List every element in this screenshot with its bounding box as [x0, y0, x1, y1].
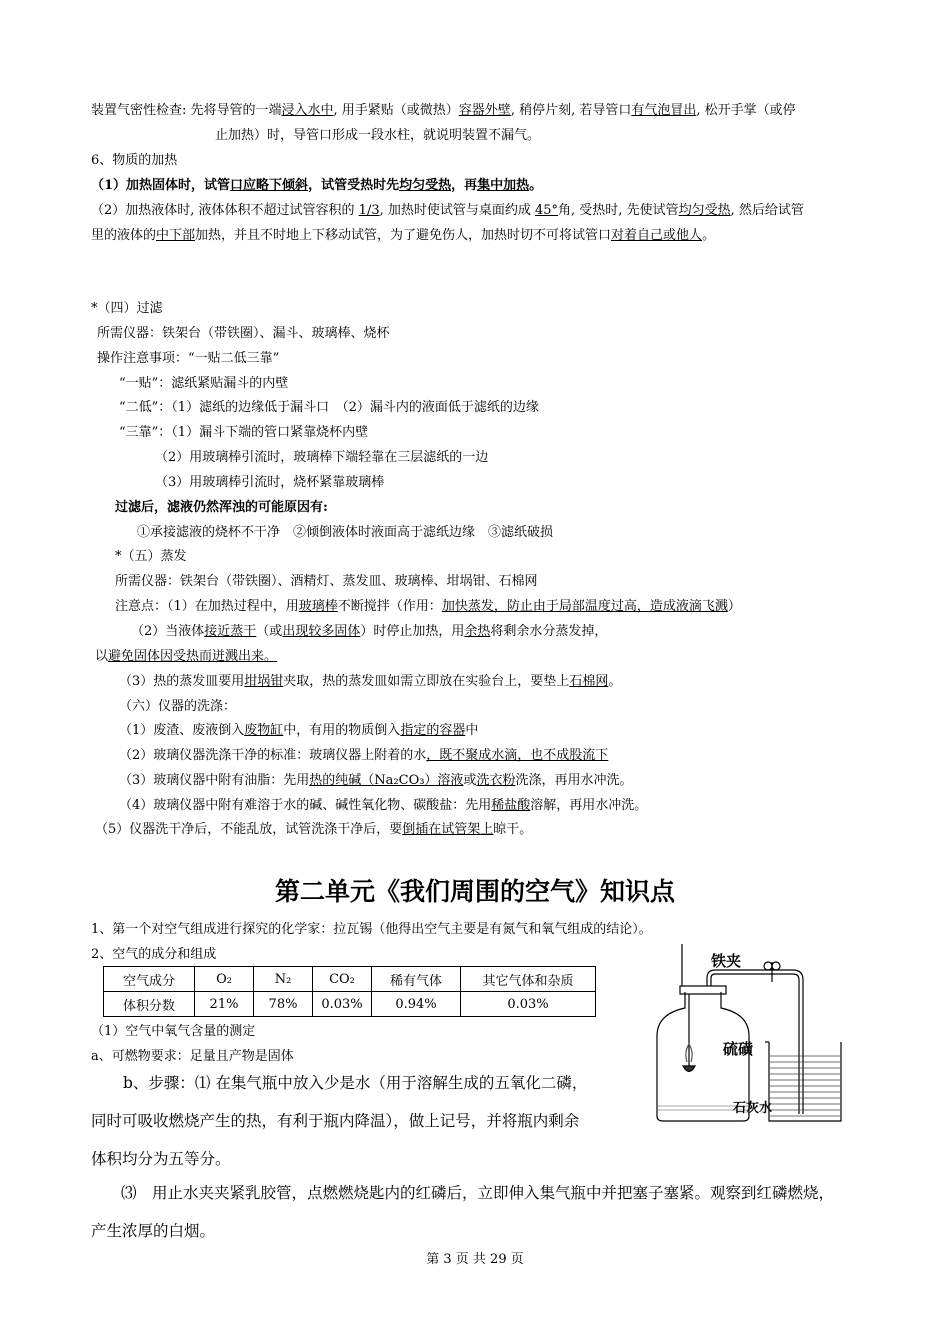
stopper	[680, 986, 726, 994]
label-limewater: 石灰水	[733, 1101, 773, 1116]
text: 。	[608, 674, 622, 689]
text: ，既不聚成水滴，也不成股流下	[426, 748, 609, 763]
unit2-p7: 体积均分为五等分。	[91, 1150, 231, 1168]
text: 中下部	[156, 228, 196, 243]
heat-liquid-2	[91, 226, 715, 246]
text: 洗涤，再用水冲洗。	[515, 773, 633, 788]
text: 对着自己或他人	[611, 228, 703, 243]
table-cell: O₂	[195, 967, 254, 992]
text: 坩埚钳	[244, 674, 284, 689]
table-cell: 稀有气体	[372, 967, 461, 992]
evap-tools: 所需仪器：铁架台（带铁圈）、酒精灯、蒸发皿、玻璃棒、坩埚钳、石棉网	[115, 574, 538, 589]
filter-causes: ①承接滤液的烧杯不干净 ②倾倒液体时液面高于滤纸边缘 ③滤纸破损	[137, 525, 554, 540]
delivery-tube	[707, 970, 803, 1114]
filter-tools: 所需仪器：铁架台（带铁圈）、漏斗、玻璃棒、烧杯	[97, 326, 390, 341]
text: 。	[702, 228, 716, 243]
heat-solid	[91, 176, 542, 196]
evap-note-3	[119, 672, 621, 692]
table-cell: 78%	[254, 992, 313, 1017]
text: , 加热时使试管与桌面约成	[379, 203, 535, 218]
heat-title: 6、物质的加热	[91, 153, 178, 168]
heat-liquid-1	[91, 201, 804, 221]
unit2-p6: 同时可吸收燃烧产生的热，有利于瓶内降温），做上记号，并将瓶内剩余	[91, 1112, 580, 1130]
text: 或	[463, 773, 477, 788]
text: ）	[727, 599, 741, 614]
spoon-bowl	[683, 1066, 695, 1072]
text: 以	[95, 649, 109, 664]
text: 装置气密性检查: 先将导管的一端	[91, 103, 282, 118]
text: （4）玻璃仪器中附有难溶于水的碱、碱性氧化物、碳酸盐：先用	[119, 798, 492, 813]
text: （5）仪器洗干净后，不能乱放，试管洗涤干净后，要	[95, 822, 403, 837]
evap-note-1	[115, 597, 741, 617]
text: 浸入水中	[281, 103, 334, 118]
text: （3）玻璃仪器中附有油脂：先用	[119, 773, 310, 788]
seal-check-line2: 止加热）时，导管口形成一段水柱，就说明装置不漏气。	[215, 128, 541, 143]
text: 稀盐酸	[491, 798, 531, 813]
wash-4	[119, 796, 647, 816]
text: 倒插在试管架上	[402, 822, 494, 837]
text: 45°	[535, 203, 559, 218]
wash-1	[119, 721, 478, 741]
text: 集中加热	[477, 178, 530, 193]
text: ，再	[451, 178, 478, 193]
text: 废物缸	[244, 723, 284, 738]
text: 出现较多固体	[282, 624, 361, 639]
text: 石棉网	[569, 674, 609, 689]
filter-notes: 操作注意事项：“一贴二低三靠”	[97, 351, 280, 366]
evap-title: *（五）蒸发	[115, 549, 187, 564]
text: 玻璃棒	[298, 599, 338, 614]
wash-2	[119, 746, 608, 766]
text: 余热	[464, 624, 491, 639]
page-footer: 第 3 页 共 29 页	[426, 1252, 524, 1267]
text: 中	[465, 723, 479, 738]
unit-title: 第二单元《我们周围的空气》知识点	[274, 877, 675, 906]
evap-note-2b	[95, 647, 277, 667]
table-cell: 0.03%	[461, 992, 596, 1017]
text: 有气泡冒出	[631, 103, 697, 118]
unit2-p4: a、可燃物要求：足量且产物是固体	[91, 1049, 294, 1064]
filter-title: *（四）过滤	[91, 301, 163, 316]
text: （2）加热液体时, 液体体积不超过试管容积的	[91, 203, 359, 218]
text: , 然后给试管	[730, 203, 804, 218]
unit2-p8: ⑶ 用止水夹夹紧乳胶管，点燃燃烧匙内的红磷后，立即伸入集气瓶中并把塞子塞紧。观察到红磷燃烧，	[121, 1184, 835, 1202]
limewater-liquid	[770, 1056, 840, 1116]
text: ）时停止加热，用	[360, 624, 465, 639]
filter-lean-2: （2）用玻璃棒引流时，玻璃棒下端轻靠在三层滤纸的一边	[155, 450, 489, 465]
table-cell: 空气成分	[104, 967, 195, 992]
text: 洗衣粉	[476, 773, 516, 788]
table-cell: 21%	[195, 992, 254, 1017]
table-cell: N₂	[254, 967, 313, 992]
table-cell: 其它气体和杂质	[461, 967, 596, 992]
table-row	[104, 992, 596, 1017]
beaker	[769, 1042, 841, 1121]
filter-low: “二低”：（1）滤纸的边缘低于漏斗口 （2）漏斗内的液面低于滤纸的边缘	[119, 400, 539, 415]
text: 不断搅拌（作用：	[337, 599, 442, 614]
text: （1）加热固体时，试管	[91, 178, 231, 193]
filter-lean-3: （3）用玻璃棒引流时，烧杯紧靠玻璃棒	[155, 475, 385, 490]
filter-cause-title: 过滤后，滤液仍然浑浊的可能原因有:	[115, 500, 328, 515]
text: 中，有用的物质倒入	[283, 723, 401, 738]
unit2-p5: b、步骤：⑴ 在集气瓶中放入少是水（用于溶解生成的五氧化二磷，	[123, 1074, 588, 1092]
text: , 用手紧贴（或微热）	[333, 103, 459, 118]
text: 均匀受热	[678, 203, 731, 218]
table-cell: 0.94%	[372, 992, 461, 1017]
table-cell: CO₂	[313, 967, 372, 992]
text: 夹取，热的蒸发皿如需立即放在实验台上，要垫上	[283, 674, 570, 689]
unit2-p9: 产生浓厚的白烟。	[91, 1222, 216, 1240]
text: 晾干。	[493, 822, 533, 837]
unit2-p1: 1、第一个对空气组成进行探究的化学家：拉瓦锡（他得出空气主要是有氮气和氧气组成的结论）。	[91, 922, 652, 937]
text: 溶解，再用水冲洗。	[530, 798, 648, 813]
text: 角, 受热时, 先使试管	[558, 203, 679, 218]
label-sulfur: 硫磺	[723, 1040, 754, 1058]
text: 加热，并且不时地上下移动试管，为了避免伤人，加热时切不可将试管口	[195, 228, 612, 243]
label-clamp: 铁夹	[711, 952, 742, 970]
text: 接近蒸干	[204, 624, 257, 639]
text: , 松开手掌（或停	[696, 103, 796, 118]
text: 容器外壁	[458, 103, 511, 118]
text: 注意点：（1）在加热过程中，用	[115, 599, 299, 614]
text: 避免固体因受热而迸溅出来。	[108, 649, 278, 664]
text: 口应略下倾斜	[230, 178, 309, 193]
filter-lean-1: “三靠”：（1）漏斗下端的管口紧靠烧杯内壁	[119, 425, 369, 440]
seal-check-line1	[91, 101, 796, 121]
air-composition-table	[103, 966, 596, 1017]
text: （2）当液体	[131, 624, 205, 639]
text: （3）热的蒸发皿要用	[119, 674, 245, 689]
text: ，试管受热时先	[308, 178, 400, 193]
text: 。	[529, 178, 543, 193]
text: （1）废渣、废液倒入	[119, 723, 245, 738]
text: 指定的容器	[400, 723, 466, 738]
table-cell: 体积分数	[104, 992, 195, 1017]
text: 均匀受热	[399, 178, 452, 193]
text: 热的纯碱（Na₂CO₃）溶液	[309, 773, 464, 788]
evap-note-2	[131, 622, 607, 642]
text: 1/3	[358, 203, 380, 218]
unit2-p3: （1）空气中氧气含量的测定	[91, 1024, 256, 1039]
wash-5	[95, 820, 532, 840]
text: （2）玻璃仪器洗涤干净的标准：玻璃仪器上附着的水	[119, 748, 427, 763]
filter-tie: “一贴”：滤纸紧贴漏斗的内壁	[119, 376, 289, 391]
text: （或	[256, 624, 283, 639]
apparatus-figure	[645, 944, 865, 1124]
table-row	[104, 967, 596, 992]
unit2-p2: 2、空气的成分和组成	[91, 947, 217, 962]
text: 里的液体的	[91, 228, 157, 243]
text: 将剩余水分蒸发掉，	[490, 624, 608, 639]
table-cell: 0.03%	[313, 992, 372, 1017]
wash-3	[119, 771, 632, 791]
text: 加快蒸发，防止由于局部温度过高，造成液滴飞溅	[441, 599, 728, 614]
wash-title: （六）仪器的洗涤：	[119, 699, 237, 714]
text: , 稍停片刻, 若导管口	[510, 103, 632, 118]
